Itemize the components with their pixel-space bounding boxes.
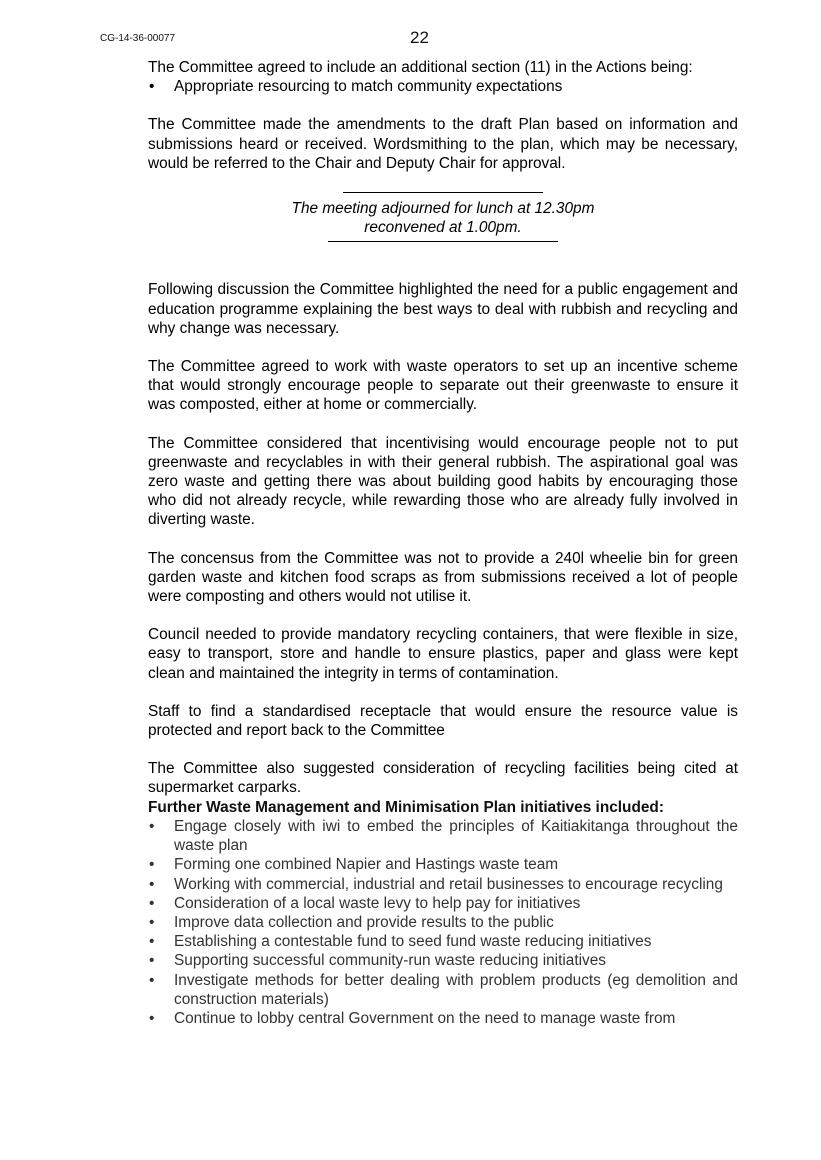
paragraph-amendments: The Committee made the amendments to the draft Plan based on information and submissions heard or received. Wordsmithing to the plan, which may be necessary, would be referred to the Chair and Deputy Chair for approval. — [148, 116, 738, 172]
page-number: 22 — [410, 28, 429, 47]
page-body — [148, 58, 738, 1028]
adjournment-notice — [148, 192, 738, 242]
initiatives-heading: Further Waste Management and Minimisation Plan initiatives included: — [148, 798, 664, 816]
paragraph-receptacle: Staff to find a standardised receptacle that would ensure the resource value is protected and report back to the Committee — [148, 702, 738, 740]
paragraph-incentivising: The Committee considered that incentivising would encourage people not to put greenwaste and recyclables in with their general rubbish. The aspirational goal was zero waste and getting there was about building good habits by encouraging those who did not already recycle, while rewarding those who are already fully involved in diverting waste. — [148, 434, 738, 529]
list-item: • Consideration of a local waste levy to help pay for initiatives — [148, 894, 738, 913]
paragraph-recycling-containers: Council needed to provide mandatory recycling containers, that were flexible in size, easy to transport, store and handle to ensure plastics, paper and glass were kept clean and maintained the integrity in terms of contamination. — [148, 626, 738, 682]
paragraph-wheelie-bin: The concensus from the Committee was not to provide a 240l wheelie bin for green garden waste and kitchen food scraps as from submissions received a lot of people were composting and others would not utilise it. — [148, 549, 738, 606]
list-item: • Engage closely with iwi to embed the principles of Kaitiakitanga throughout the waste plan — [148, 817, 738, 855]
divider-top — [343, 192, 543, 193]
list-item: • Investigate methods for better dealing with problem products (eg demolition and construction materials) — [148, 971, 738, 1009]
list-item: • Appropriate resourcing to match community expectations — [148, 77, 738, 96]
adjournment-line-1: The meeting adjourned for lunch at 12.30pm — [291, 200, 595, 218]
list-item: • Continue to lobby central Government on the need to manage waste from — [148, 1009, 738, 1028]
list-item: • Working with commercial, industrial and retail businesses to encourage recycling — [148, 875, 738, 894]
list-item: • Improve data collection and provide results to the public — [148, 913, 738, 932]
paragraph-incentive-scheme: The Committee agreed to work with waste operators to set up an incentive scheme that would strongly encourage people to separate out their greenwaste to ensure it was composted, either at home or commercially. — [148, 358, 738, 414]
paragraph-supermarket-facilities: The Committee also suggested consideration of recycling facilities being cited at supermarket carparks. — [148, 760, 738, 797]
paragraph-additional-section: The Committee agreed to include an additional section (11) in the Actions being: — [148, 59, 693, 76]
document-id: CG-14-36-00077 — [100, 33, 176, 44]
paragraph-public-engagement: Following discussion the Committee highlighted the need for a public engagement and education programme explaining the best ways to deal with rubbish and recycling and why change was necessary. — [148, 281, 738, 337]
actions-bullet-list — [148, 77, 738, 96]
list-item: • Supporting successful community-run waste reducing initiatives — [148, 951, 738, 970]
list-item: • Forming one combined Napier and Hastings waste team — [148, 855, 738, 874]
divider-bottom — [328, 241, 558, 242]
list-item: • Establishing a contestable fund to seed fund waste reducing initiatives — [148, 932, 738, 951]
initiatives-list — [148, 817, 738, 1028]
adjournment-line-2: reconvened at 1.00pm. — [364, 219, 522, 237]
